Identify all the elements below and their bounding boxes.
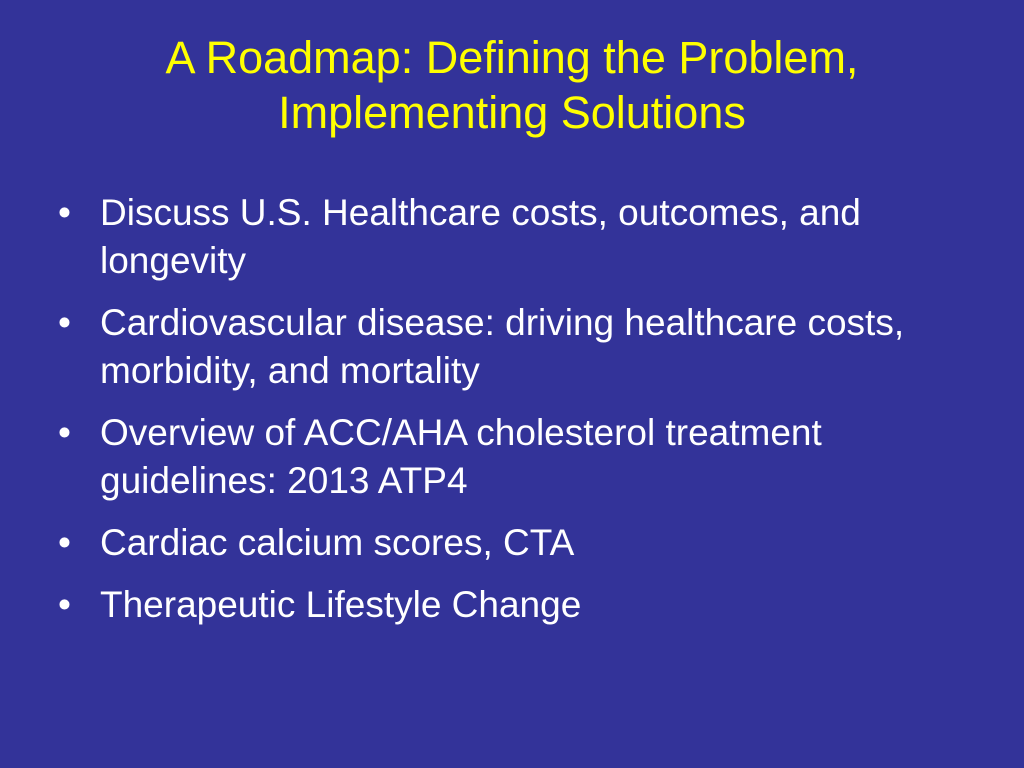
slide-title-line-2: Implementing Solutions <box>278 87 746 138</box>
bullet-text: Cardiac calcium scores, CTA <box>100 522 575 563</box>
bullet-text: Discuss U.S. Healthcare costs, outcomes, and longevity <box>100 192 861 281</box>
bullet-item <box>58 299 978 395</box>
bullet-text: Therapeutic Lifestyle Change <box>100 584 582 625</box>
bullet-text: Cardiovascular disease: driving healthcare costs, morbidity, and mortality <box>100 302 905 391</box>
bullet-dot-icon: • <box>58 192 71 233</box>
bullet-dot-icon: • <box>58 522 71 563</box>
bullet-item <box>58 581 978 629</box>
slide-title-line-1: A Roadmap: Defining the Problem, <box>165 32 859 83</box>
bullet-dot-icon: • <box>58 302 71 343</box>
bullet-item <box>58 189 978 285</box>
bullet-dot-icon: • <box>58 584 71 625</box>
slide-title <box>40 30 984 140</box>
bullet-dot-icon: • <box>58 412 71 453</box>
bullet-item <box>58 409 978 505</box>
bullet-item <box>58 519 978 567</box>
bullet-text: Overview of ACC/AHA cholesterol treatment guidelines: 2013 ATP4 <box>100 412 822 501</box>
bullet-list <box>58 189 978 643</box>
